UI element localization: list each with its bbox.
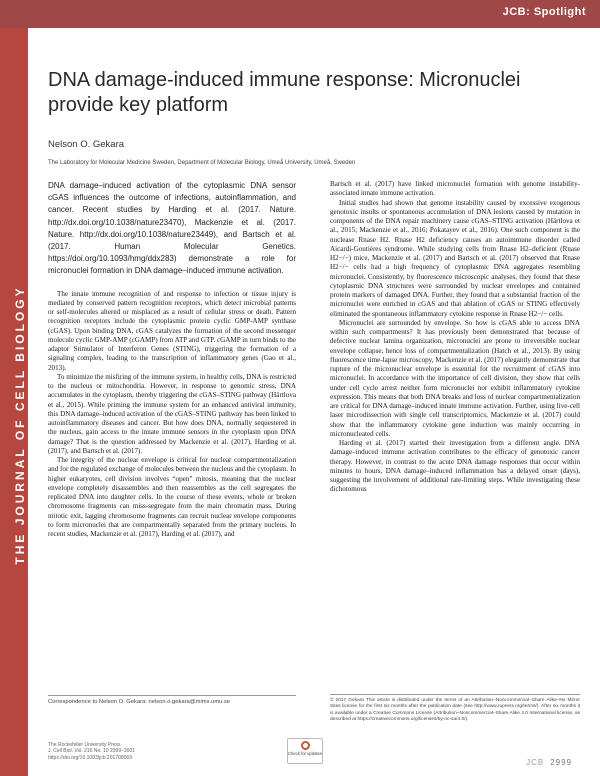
update-icon — [301, 741, 310, 750]
body-paragraph: Initial studies had shown that genome instability caused by excessive exogenous genotoxic insults or spontaneous accumulation of DNA lesions caused by mutation in components of the DNA repair machinery cause cGAS–STING activation (Härtlova et al., 2015; Mackenzie et al., 2016; Pokatayev et al., 2016). One such component is the nuclease Rnase H2. Rnase H2 deficiency causes an autoimmune disorder called Aicardi-Goutières syndrome. While studying cells from Rnase H2–deficient (Rnase H2−/−) mice, Mackenzie et al. (2017) and Bartsch et al. (2017) observed that Rnase H2−/− cells had a high frequency of cytoplasmic DNA aggregates resembling micronuclei. Consistently, by fluorescence microscopic analyses, they found that these cytoplasmic DNA structures were surrounded by nuclear envelopes and contained protein markers of damaged DNA. Further, they found that a substantial fraction of the micronuclei were enriched in cGAS and that ablation of cGAS or STING effectively eliminated the spontaneous inflammatory cytokine response in Rnase H2−/− cells. — [330, 198, 580, 318]
journal-short: JCB — [526, 758, 545, 767]
right-column — [330, 180, 580, 495]
section-brand: JCB: Spotlight — [502, 6, 586, 18]
body-paragraph: Micronuclei are surrounded by envelope. So how is cGAS able to access DNA within such compartments? It has previously been demonstrated that because of defective nuclear lamina organization, micronuclei are prone to irreversible nuclear envelope collapse, hence loss of compartmentalization (Hatch et al., 2013). By using fluorescence time-lapse microscopy, Mackenzie et al. (2017) elegantly demonstrate that rupture of the micronuclear envelope is essential for the recruitment of cGAS into micronuclei. In accordance with the importance of cell division, they show that cells under cell cycle arrest neither form micronuclei nor exhibit inflammatory cytokine expression. This means that both DNA breaks and loss of nuclear compartmentalization are critical for DNA damage–induced innate immune activation. Further, using live-cell laser microdissection with single cell transcriptomics, Mackenzie et al. (2017) could show that the inflammatory cytokine gene induction was mainly occurring in micronucleated cells. — [330, 318, 580, 438]
header-bar — [0, 0, 600, 28]
page-number: 2999 — [550, 758, 572, 767]
body-paragraph: The innate immune recognition of and response to infection or tissue injury is mediated by conserved pattern recognition receptors, which detect microbial patterns or self-molecules altered or misplaced as a result of cellular stress or death. Pattern recognition receptors include the cytoplasmic protein cyclic GMP-AMP synthase (cGAS). Upon binding DNA, cGAS catalyzes the formation of the second messenger molecule cyclic GMP-AMP (cGAMP) from ATP and GTP. cGAMP in turn binds to the adaptor Stimulator of Interferon Genes (STING), triggering the formation of a signaling complex, leading to the transcription of inflammatory genes (Gao et al., 2013). — [48, 289, 296, 372]
journal-name-vertical: THE JOURNAL OF CELL BIOLOGY — [13, 285, 27, 565]
doi-link[interactable]: https://doi.org/10.1083/jcb.201708069 — [48, 754, 132, 761]
check-updates-label: Check for updates — [288, 751, 322, 756]
license-text: © 2017 Gekara This article is distributed under the terms of an Attribution–Noncommercial–Share Alike–No Mirror Sites license for the first six months after the publication date (see http://www.rupress.org/terms/). After six months it is available under a Creative Commons License (Attribution–Noncommercial–Share Alike 4.0 International license, as described at https://creativecommons.org/licenses/by-nc-sa/4.0/). — [330, 694, 580, 723]
publisher-info — [48, 742, 248, 761]
publisher-name: The Rockefeller University Press — [48, 742, 121, 748]
author-name: Nelson O. Gekara — [48, 139, 125, 150]
author-affiliation: The Laboratory for Molecular Medicine Sweden, Department of Molecular Biology, Umeå University, Umeå, Sweden — [48, 160, 356, 166]
check-for-updates-badge[interactable] — [287, 738, 323, 764]
body-paragraph: To minimize the misfiring of the immune system, in healthy cells, DNA is restricted to the nucleus or mitochondria. However, in response to genomic stress, DNA accumulates in the cytoplasm, thereby triggering the cGAS–STING pathway (Härtlova et al., 2015). While priming the immune system for an enhanced antiviral immunity, this DNA damage–induced activation of the cGAS–STING pathway has been linked to autoinflammatory diseases and cancer. But how does DNA, normally sequestered in the nucleus, gain access to the innate immune sensors in the cytoplasm upon DNA damage? That is the question addressed by Mackenzie et al. (2017), Harding et al. (2017), and Bartsch et al. (2017). — [48, 372, 296, 455]
body-paragraph: The integrity of the nuclear envelope is critical for nuclear compartmentalization and for the regulated exchange of molecules between the nucleus and the cytoplasm. In higher eukaryotes, cell division involves “open” mitosis, meaning that the nuclear envelope completely disassembles and then reassembles as the cell segregates the replicated DNA into daughter cells. In the course of these events, whole or broken chromosome fragments can miss-segregate from the main chromatin mass. During mitotic exit, lagging chromosome fragments can recruit nuclear envelope components to form micronuclei that are compartmentally separated from the primary nucleus. In recent studies, Mackenzie et al. (2017), Harding et al. (2017), and — [48, 456, 296, 539]
correspondence-note: Correspondence to Nelson O. Gekara: nelson.o.gekara@mims.umu.se — [48, 695, 296, 705]
citation: J. Cell Biol. Vol. 216 No. 10 2999–3001 — [48, 748, 136, 755]
page-footer — [526, 758, 572, 767]
article-title: DNA damage-induced immune response: Micronuclei provide key platform — [48, 69, 521, 116]
body-paragraph: Harding et al. (2017) started their investigation from a different angle. DNA damage–induced immune activation contributes to the efficacy of genotoxic cancer therapy. However, in contrast to the acute DNA damage responses that occur within minutes to hours, DNA damage–induced inflammation has a delayed onset (days), suggesting the involvement of additional rate-limiting steps. While investigating these dichotomous — [330, 439, 580, 494]
body-paragraph: Bartsch et al. (2017) have linked micronuclei formation with genome instability-associated innate immune activation. — [330, 180, 580, 198]
journal-sidebar — [0, 28, 28, 776]
left-column — [48, 180, 296, 539]
abstract: DNA damage–induced activation of the cytoplasmic DNA sensor cGAS influences the outcome of infections, autoinflammation, and cancer. Recent studies by Harding et al. (2017. Nature. http://dx.doi.org/10.1038/nature23470), Mackenzie et al. (2017. Nature. http://dx.doi.org/10.1038/nature23449), and Bartsch et al. (2017. Human Molecular Genetics. https://doi.org/10.1093/hmg/ddx283) demonstrate a role for micronuclei formation in DNA damage–induced immune activation. — [48, 181, 296, 276]
